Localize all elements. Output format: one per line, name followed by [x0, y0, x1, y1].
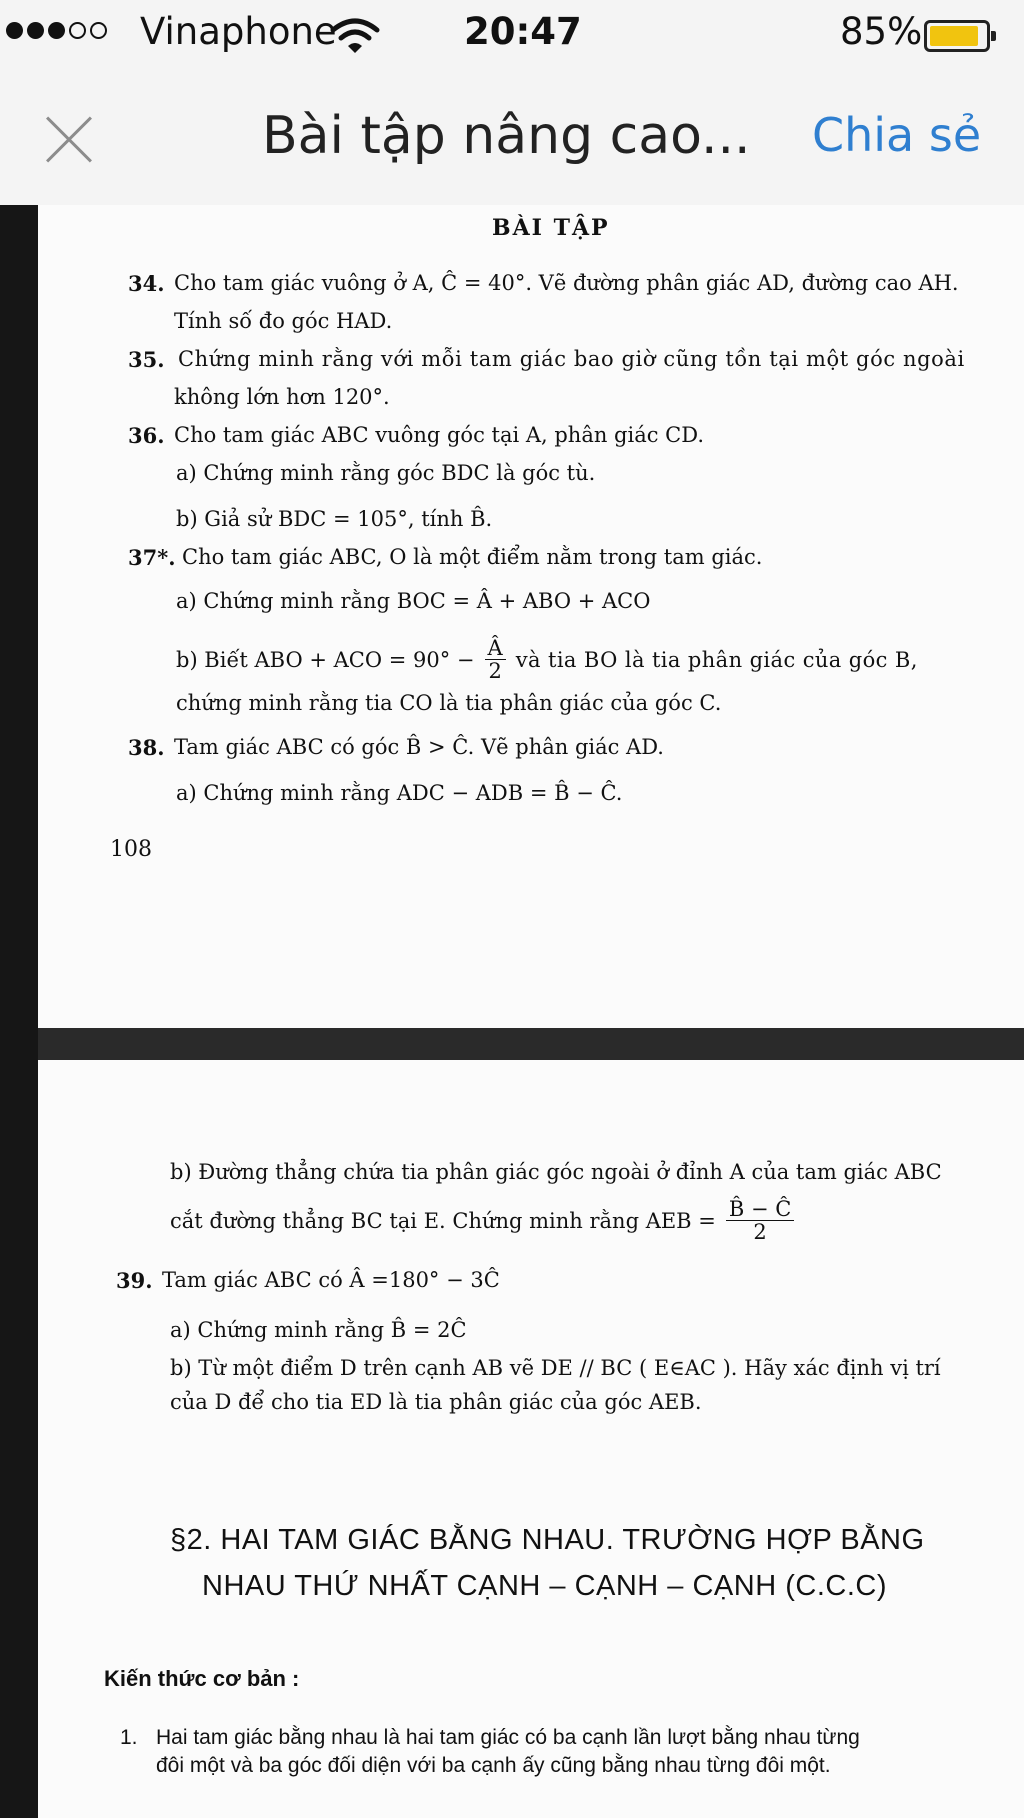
exercise-36-line1: Cho tam giác ABC vuông góc tại A, phân giác CD. [174, 423, 705, 447]
battery-fill [930, 26, 978, 46]
exercise-39-part-b-line1: b) Từ một điểm D trên cạnh AB vẽ DE // BC ( E∈AC ). Hãy xác định vị trí [170, 1356, 941, 1380]
exercise-36-part-a: a) Chứng minh rằng góc BDC là góc tù. [176, 461, 596, 485]
exercise-number: 38. [128, 735, 165, 760]
exercise-35-line2: không lớn hơn 120°. [174, 385, 390, 409]
clock: 20:47 [464, 10, 582, 53]
exercise-38-part-b-line2 [170, 1198, 798, 1243]
signal-dot-empty [69, 22, 86, 39]
list-item-number: 1. [120, 1726, 138, 1749]
battery-percent: 85% [840, 10, 923, 53]
list-item-line1: Hai tam giác bằng nhau là hai tam giác có ba cạnh lần lượt bằng nhau từng [156, 1726, 860, 1749]
exercise-34-line2: Tính số đo góc HAD. [174, 309, 393, 333]
exercise-38-part-a: a) Chứng minh rằng ADC − ADB = B̂ − Ĉ. [176, 781, 623, 805]
exercise-36-part-b: b) Giả sử BDC = 105°, tính B̂. [176, 507, 493, 531]
carrier-name: Vinaphone [140, 10, 337, 53]
fraction-numerator: Â [485, 637, 506, 660]
navigation-bar [0, 70, 1024, 205]
exercise-39-part-a: a) Chứng minh rằng B̂ = 2Ĉ [170, 1318, 467, 1342]
list-item-line2: đôi một và ba góc đối diện với ba cạnh ấy cũng bằng nhau từng đôi một. [156, 1754, 831, 1777]
exercise-heading: BÀI TẬP [492, 215, 610, 241]
share-button[interactable]: Chia sẻ [812, 108, 982, 162]
close-icon[interactable] [44, 114, 94, 164]
exercise-34-line1: Cho tam giác vuông ở A, Ĉ = 40°. Vẽ đường phân giác AD, đường cao AH. [174, 271, 959, 295]
signal-dot [48, 22, 65, 39]
wifi-icon [330, 18, 380, 54]
page-separator [38, 1028, 1024, 1060]
page-number: 108 [110, 837, 152, 862]
exercise-37-part-b-line2: chứng minh rằng tia CO là tia phân giác của góc C. [176, 691, 722, 715]
exercise-37-part-b-text: và tia BO là tia phân giác của góc B, [515, 647, 918, 672]
fraction-denominator: 2 [488, 659, 502, 684]
signal-dot [6, 22, 23, 39]
document-page-108 [38, 205, 1024, 1028]
signal-dot-empty [90, 22, 107, 39]
fraction [485, 637, 506, 682]
exercise-39-line1: Tam giác ABC có Â =180° − 3Ĉ [162, 1268, 500, 1292]
fraction [726, 1198, 794, 1243]
exercise-38-part-b-line1: b) Đường thẳng chứa tia phân giác góc ngoài ở đỉnh A của tam giác ABC [170, 1160, 942, 1184]
exercise-number: 35. [128, 347, 165, 372]
basic-knowledge-heading: Kiến thức cơ bản : [104, 1666, 300, 1691]
battery-icon [924, 20, 990, 52]
exercise-number: 39. [116, 1268, 153, 1293]
exercise-38-line1: Tam giác ABC có góc B̂ > Ĉ. Vẽ phân giác AD. [174, 735, 664, 759]
exercise-37-part-b [176, 637, 918, 682]
exercise-37-part-b-text: b) Biết ABO + ACO = 90° − [176, 647, 475, 672]
signal-dot [27, 22, 44, 39]
document-page-109 [38, 1060, 1024, 1818]
signal-strength-icon [6, 22, 107, 39]
exercise-number: 36. [128, 423, 165, 448]
exercise-number: 34. [128, 271, 165, 296]
exercise-37-line1: Cho tam giác ABC, O là một điểm nằm trong tam giác. [182, 545, 763, 569]
fraction-denominator: 2 [753, 1220, 767, 1245]
battery-nub [991, 31, 996, 41]
exercise-39-part-b-line2: của D để cho tia ED là tia phân giác của góc AEB. [170, 1390, 702, 1414]
exercise-37-part-a: a) Chứng minh rằng BOC = Â + ABO + ACO [176, 589, 651, 613]
status-bar [0, 0, 1024, 70]
exercise-38-part-b-text: cắt đường thẳng BC tại E. Chứng minh rằng AEB = [170, 1208, 716, 1233]
exercise-number: 37*. [128, 545, 176, 570]
fraction-numerator: B̂ − Ĉ [726, 1198, 794, 1221]
exercise-35-line1: Chứng minh rằng với mỗi tam giác bao giờ cũng tồn tại một góc ngoài [178, 347, 965, 371]
section-title-line1: §2. HAI TAM GIÁC BẰNG NHAU. TRƯỜNG HỢP BẰNG [170, 1524, 925, 1556]
document-title: Bài tập nâng cao... [262, 106, 751, 166]
section-title-line2: NHAU THỨ NHẤT CẠNH – CẠNH – CẠNH (C.C.C) [202, 1570, 887, 1602]
